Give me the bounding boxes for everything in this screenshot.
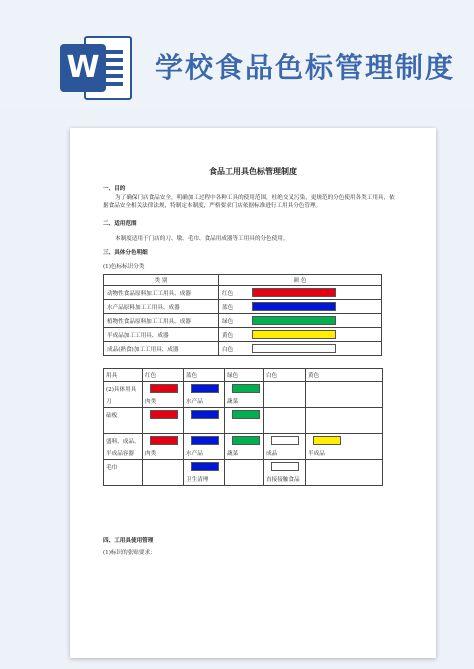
blue-swatch xyxy=(252,302,336,311)
section3-heading: 三、具体分色明细 xyxy=(103,250,148,256)
yellow-swatch xyxy=(252,330,336,339)
tool-name-cell: 砧板 xyxy=(104,408,143,422)
table-row xyxy=(104,314,382,328)
table-header-row xyxy=(104,275,382,286)
red-swatch xyxy=(150,436,178,445)
usage-label: 肉类 xyxy=(143,448,184,460)
subsection-label-requirements: (1)标识的张贴要求： xyxy=(103,550,156,556)
blue-swatch xyxy=(191,436,219,445)
tool-color-table xyxy=(103,368,383,486)
usage-label: 半成品 xyxy=(306,448,383,460)
white-swatch xyxy=(271,462,299,471)
tool-name-cell: 半成品容器 xyxy=(104,448,143,460)
green-swatch xyxy=(232,410,260,419)
usage-label: 水产品 xyxy=(184,396,225,408)
blue-swatch xyxy=(191,462,219,471)
red-swatch xyxy=(252,288,336,297)
section1-paragraph: 为了确保门店食品安全，明确加工过程中各种工具的使用范围，杜绝交叉污染，更规范的分色使用各类工用具，依据食品安全相关法律法规，特制定本制度，严格要求门店依据标准进行工用具分色管理。 xyxy=(103,195,395,209)
table-row xyxy=(104,408,383,422)
table-row xyxy=(104,328,382,342)
document-page xyxy=(70,128,436,658)
white-swatch xyxy=(252,344,336,353)
header-tool: 用具 xyxy=(104,369,143,382)
usage-label: 成品 xyxy=(264,448,306,460)
usage-label: 蔬菜 xyxy=(225,396,264,408)
header-green: 绿色 xyxy=(225,369,264,382)
category-cell: 动物性食品原料加工工用具、成器 xyxy=(104,286,219,300)
table-row xyxy=(104,460,383,474)
table-row xyxy=(104,396,383,408)
header-white: 白色 xyxy=(264,369,306,382)
usage-label: 蔬菜 xyxy=(225,448,264,460)
section2-paragraph: 本制度适用于门店的刀、墩、毛巾、食品用成器等工用具的分色使用。 xyxy=(115,236,289,242)
color-name-cell: 蓝色 xyxy=(219,300,249,314)
usage-label: 卫生清理 xyxy=(184,474,225,486)
header-category: 类 别 xyxy=(104,275,219,286)
yellow-swatch xyxy=(313,436,341,445)
blue-swatch xyxy=(191,384,219,393)
tool-name-cell: 盛料、成品、 xyxy=(104,434,143,448)
overlay-sub-heading: (2)具体用具 xyxy=(106,386,137,393)
subsection-color-classification: (1)色标标识分类 xyxy=(103,264,145,270)
header-red: 红色 xyxy=(143,369,184,382)
usage-label: 直接接触食品 xyxy=(264,474,306,486)
section2-heading: 二、适用范围 xyxy=(103,221,137,227)
table-row xyxy=(104,448,383,460)
color-name-cell: 黄色 xyxy=(219,328,249,342)
table-row xyxy=(104,434,383,448)
usage-label: 水产品 xyxy=(184,448,225,460)
usage-label: 肉类 xyxy=(143,396,184,408)
table-row xyxy=(104,474,383,486)
red-swatch xyxy=(150,410,178,419)
banner-title: 学校食品色标管理制度 xyxy=(155,51,456,84)
color-classification-table xyxy=(103,274,382,356)
category-cell: 成品(熟食)加工工用具、成器 xyxy=(104,342,219,356)
tool-name-cell: 刀 xyxy=(104,396,143,408)
table-header-row xyxy=(104,369,383,382)
table-row xyxy=(104,382,383,396)
table-row xyxy=(104,422,383,434)
header-banner xyxy=(0,0,474,110)
color-name-cell: 白色 xyxy=(219,342,249,356)
white-swatch xyxy=(271,436,299,445)
section4-heading: 四、工用具使用管理 xyxy=(103,538,154,544)
category-cell: 植物性食品原料加工工用具、成器 xyxy=(104,314,219,328)
category-cell: 水产品原料加工工用具、成器 xyxy=(104,300,219,314)
tool-name-cell: 毛巾 xyxy=(104,460,143,474)
color-name-cell: 红色 xyxy=(219,286,249,300)
green-swatch xyxy=(232,384,260,393)
header-yellow: 黄色 xyxy=(306,369,383,382)
table-row xyxy=(104,286,382,300)
word-document-icon xyxy=(60,36,134,102)
green-swatch xyxy=(232,436,260,445)
word-logo-badge: W xyxy=(60,44,106,92)
header-color: 颜 色 xyxy=(219,275,382,286)
red-swatch xyxy=(150,384,178,393)
document-title: 食品工用具色标管理制度 xyxy=(209,166,297,176)
table-row xyxy=(104,300,382,314)
header-blue: 蓝色 xyxy=(184,369,225,382)
table-row xyxy=(104,342,382,356)
category-cell: 半成品加工工用具、成器 xyxy=(104,328,219,342)
blue-swatch xyxy=(191,410,219,419)
green-swatch xyxy=(252,316,336,325)
section1-heading: 一、目的 xyxy=(103,186,126,192)
color-name-cell: 绿色 xyxy=(219,314,249,328)
